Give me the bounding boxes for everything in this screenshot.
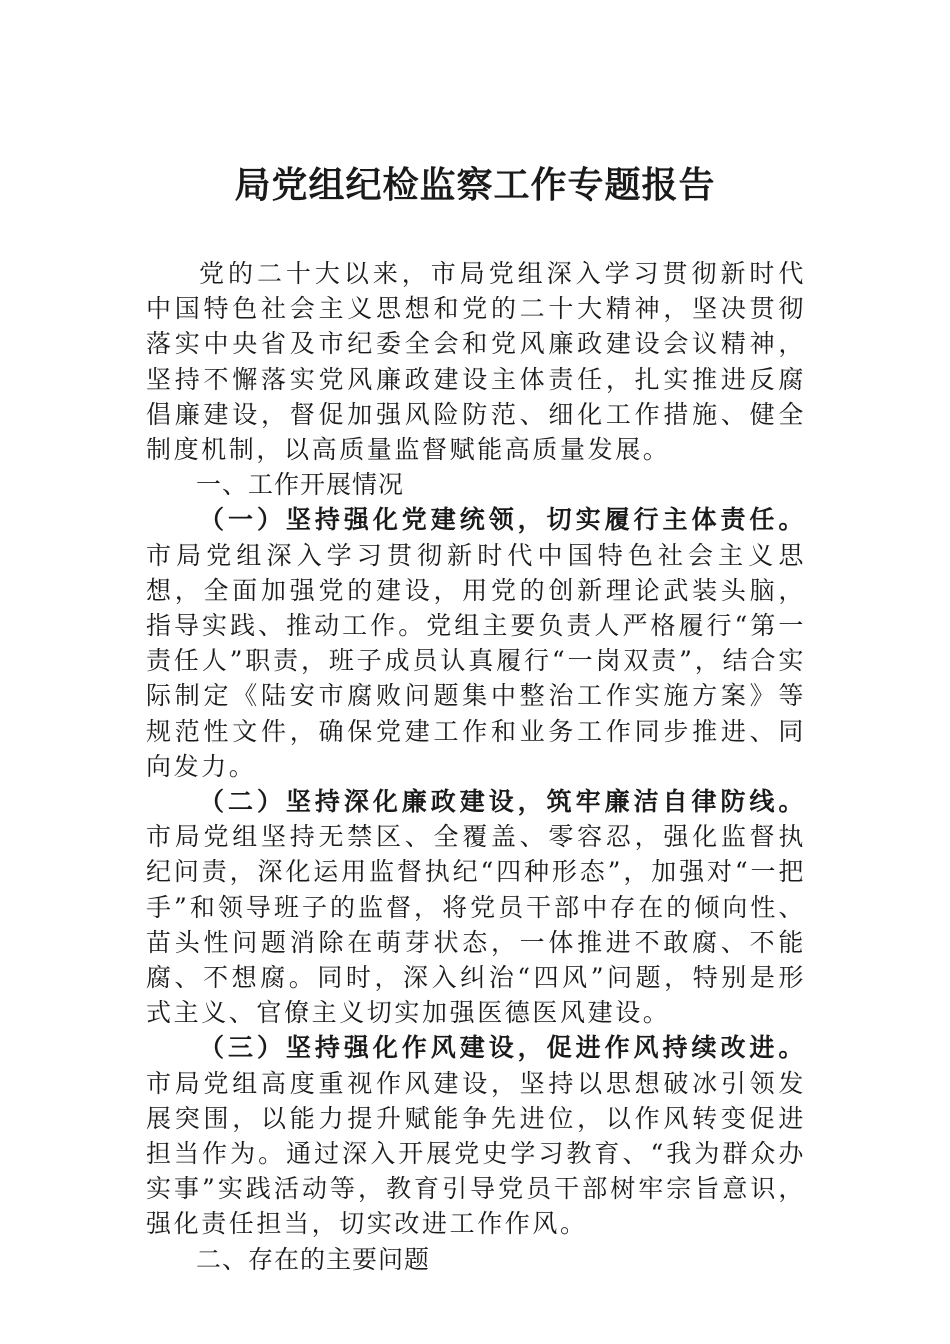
paragraph-text: 市局党组高度重视作风建设，坚持以思想破冰引领发展突围，以能力提升赋能争先进位，以作风转变促进担当作为。通过深入开展党史学习教育、“我为群众办实事”实践活动等，教育引导党员干部树牢宗旨意识，强化责任担当，切实改进工作作风。 xyxy=(146,1068,806,1239)
paragraph-lead: （一）坚持强化党建统领，切实履行主体责任。 xyxy=(199,505,806,535)
section-heading-2: 二、存在的主要问题 xyxy=(196,1244,431,1274)
section1-paragraph-3 xyxy=(146,1030,806,1241)
section1-paragraph-2 xyxy=(146,784,806,1030)
section1-paragraph-1 xyxy=(146,502,806,784)
section-heading-1: 一、工作开展情况 xyxy=(196,470,405,500)
paragraph-lead: （三）坚持强化作风建设，促进作风持续改进。 xyxy=(199,1033,806,1063)
intro-paragraph: 党的二十大以来，市局党组深入学习贯彻新时代中国特色社会主义思想和党的二十大精神，坚决贯彻落实中央省及市纪委全会和党风廉政建设会议精神，坚持不懈落实党风廉政建设主体责任，扎实推进反腐倡廉建设，督促加强风险防范、细化工作措施、健全制度机制，以高质量监督赋能高质量发展。 xyxy=(146,259,806,465)
paragraph-text: 市局党组深入学习贯彻新时代中国特色社会主义思想，全面加强党的建设，用党的创新理论武装头脑，指导实践、推动工作。党组主要负责人严格履行“第一责任人”职责，班子成员认真履行“一岗双责”，结合实际制定《陆安市腐败问题集中整治工作实施方案》等规范性文件，确保党建工作和业务工作同步推进、同向发力。 xyxy=(146,540,806,781)
document-title: 局党组纪检监察工作专题报告 xyxy=(234,164,716,206)
paragraph-lead: （二）坚持深化廉政建设，筑牢廉洁自律防线。 xyxy=(199,787,806,817)
paragraph-text: 市局党组坚持无禁区、全覆盖、零容忍，强化监督执纪问责，深化运用监督执纪“四种形态”，加强对“一把手”和领导班子的监督，将党员干部中存在的倾向性、苗头性问题消除在萌芽状态，一体推进不敢腐、不能腐、不想腐。同时，深入纠治“四风”问题，特别是形式主义、官僚主义切实加强医德医风建设。 xyxy=(146,822,806,1028)
document-body xyxy=(146,256,806,1277)
